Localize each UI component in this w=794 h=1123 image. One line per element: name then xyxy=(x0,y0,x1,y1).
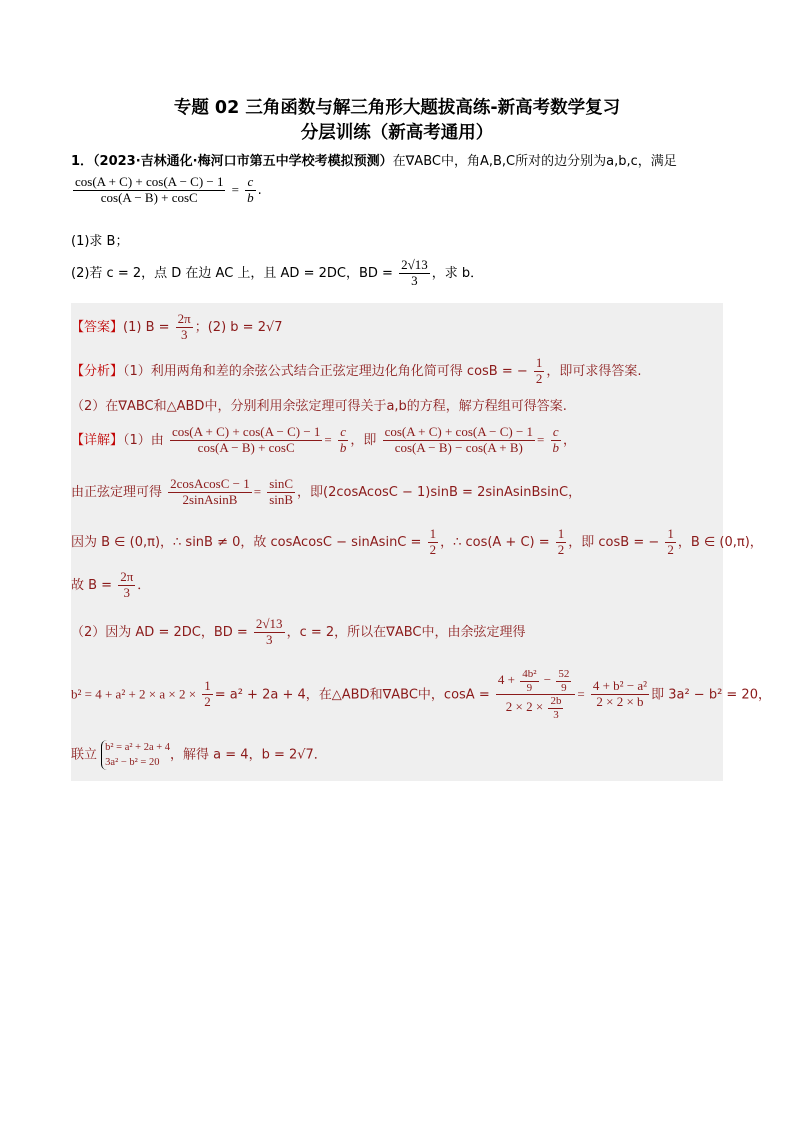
detail-line4: 故 B = $\frac{2\pi}{3}$ ． xyxy=(71,569,151,600)
detail-line7: 联立 b² = a² + 2a + 4 3a² − b² = 20 ，解得 a = 4，b = 2√7． xyxy=(71,742,327,768)
analysis-fraction: $\frac{1}{2}$ xyxy=(535,355,543,386)
bd-fraction: $\frac{2√13}{3}$ xyxy=(401,257,428,288)
detail-tag: 【详解】 xyxy=(71,432,124,448)
detail-l6-half: $\frac{1}{2}$ xyxy=(204,678,211,710)
detail-line5: （2）因为 AD = 2DC，BD = $\frac{2√13}{3}$ ，c = 2，所以在∇ABC中，由余弦定理得 xyxy=(71,616,526,647)
equation-system: b² = a² + 2a + 4 3a² − b² = 20 xyxy=(101,740,170,770)
detail-l2-fraction: $\frac{\text{2cosAcosC − 1}}{\text{2sinAsinB}}$ xyxy=(170,476,250,507)
page-title-line2: 分层训练（新高考通用） xyxy=(300,123,494,143)
detail-l6-rfraction: $\frac{\text{4 + b² − a²}}{2 \times 2 \times b}$ xyxy=(592,678,648,710)
big-n1: $\frac{\text{4b²}}{9}$ xyxy=(522,668,537,694)
detail-line3: 因为 B ∈ (0,π)，∴ sinB ≠ 0，故 cosAcosC − sinAsinC = $\frac{1}{2}$ ，∴ cos(A + C) = $\frac{1}{2}$ ，即 cosB = − $\frac{1}{2}$ ，B ∈ (0,π)， xyxy=(71,526,763,557)
answer-tag: 【答案】 xyxy=(71,319,124,335)
answer-b-fraction: $\frac{2\pi}{3}$ xyxy=(177,311,191,342)
detail-l1-fraction2: $\frac{\cos(A + C) + \cos(A - C) - 1}{\cos(A - B) - \cos(A + B)}$ xyxy=(384,424,534,455)
detail-l1-fraction1: $\frac{\cos(A + C) + \cos(A - C) - 1}{\cos(A - B) + \cos C}$ xyxy=(171,424,321,455)
answer-line: 【答案】(1) B = $\frac{2\pi}{3}$ ；(2) b = 2√7 xyxy=(71,311,283,342)
problem-source: （2023·吉林通化·梅河口市第五中学校考模拟预测） xyxy=(93,154,393,169)
detail-l3-half1: $\frac{1}{2}$ xyxy=(429,526,437,557)
problem-part1: (1)求 B； xyxy=(71,234,129,249)
problem-condition: $\frac{\cos(A + C) + \cos(A - C) - 1}{\cos(A - B) + \cos C}$ = $\frac{c}{b}$ . xyxy=(75,174,262,205)
analysis-tag: 【分析】 xyxy=(71,363,124,379)
detail-l1-cb: $\frac{c}{b}$ xyxy=(339,424,347,455)
detail-l3-half2: $\frac{1}{2}$ xyxy=(557,526,565,557)
problem-intro xyxy=(71,150,677,169)
big-n3: $\frac{2b}{3}$ xyxy=(550,695,562,721)
detail-l2-rfraction: $\frac{\sin C}{\sin B}$ xyxy=(269,476,294,507)
detail-line6: b² = 4 + a² + 2 × a × 2 × $\frac{1}{2}$ = a² + 2a + 4，在△ABD和∇ABC中，cosA = 4 + $\frac{\text{4b²}}{9}$ − $\frac{52}{9}$ 2 × 2 × $\frac{2b}{3}$ = $\frac{\text{4 + b² − a²}}{2 \times 2 \times b}$ 即 3a² − b² = 20， xyxy=(71,668,771,721)
detail-line1: 【详解】（1）由 $\frac{\cos(A + C) + \cos(A - C) - 1}{\cos(A - B) + \cos C}$ = $\frac{c}{b}$ ，即 $\frac{\cos(A + C) + \cos(A - C) - 1}{\cos(A - B) - \cos(A + B)}$ = $\frac{c}{b}$ ， xyxy=(71,424,577,455)
analysis-line2: （2）在∇ABC和△ABD中，分别利用余弦定理可得关于a,b的方程，解方程组可得答案. xyxy=(71,399,567,414)
detail-line2: 由正弦定理可得 $\frac{\text{2cosAcosC − 1}}{\text{2sinAsinB}}$ = $\frac{\sin C}{\sin B}$ ，即(2cosAcosC − 1)sinB = 2sinAsinBsinC， xyxy=(71,476,582,507)
problem-part2: (2)若 c = 2，点 D 在边 AC 上，且 AD = 2DC，BD = $\frac{2√13}{3}$ ，求 b． xyxy=(71,257,484,288)
detail-l4-fraction: $\frac{2\pi}{3}$ xyxy=(120,569,134,600)
condition-rhs-fraction: $\frac{c}{b}$ xyxy=(247,174,254,205)
detail-l1-cb2: $\frac{c}{b}$ xyxy=(552,424,560,455)
page-title-line1: 专题 02 三角函数与解三角形大题拔高练-新高考数学复习 xyxy=(173,98,621,118)
detail-l6-big-fraction: 4 + $\frac{\text{4b²}}{9}$ − $\frac{52}{9}$ 2 × 2 × $\frac{2b}{3}$ xyxy=(496,668,576,722)
condition-fraction: $\frac{\cos(A + C) + \cos(A - C) - 1}{\cos(A - B) + \cos C}$ xyxy=(75,174,224,205)
problem-intro-text: 在∇ABC中，角A,B,C所对的边分别为a,b,c，满足 xyxy=(392,154,677,169)
detail-l3-half3: $\frac{1}{2}$ xyxy=(667,526,674,557)
big-n2: $\frac{52}{9}$ xyxy=(558,668,570,694)
detail-l5-fraction: $\frac{2√13}{3}$ xyxy=(255,616,283,647)
problem-number: 1． xyxy=(71,154,94,169)
analysis-line1: 【分析】（1）利用两角和差的余弦公式结合正弦定理边化角化简可得 cosB = − $\frac{1}{2}$ ，即可求得答案. xyxy=(71,355,642,386)
